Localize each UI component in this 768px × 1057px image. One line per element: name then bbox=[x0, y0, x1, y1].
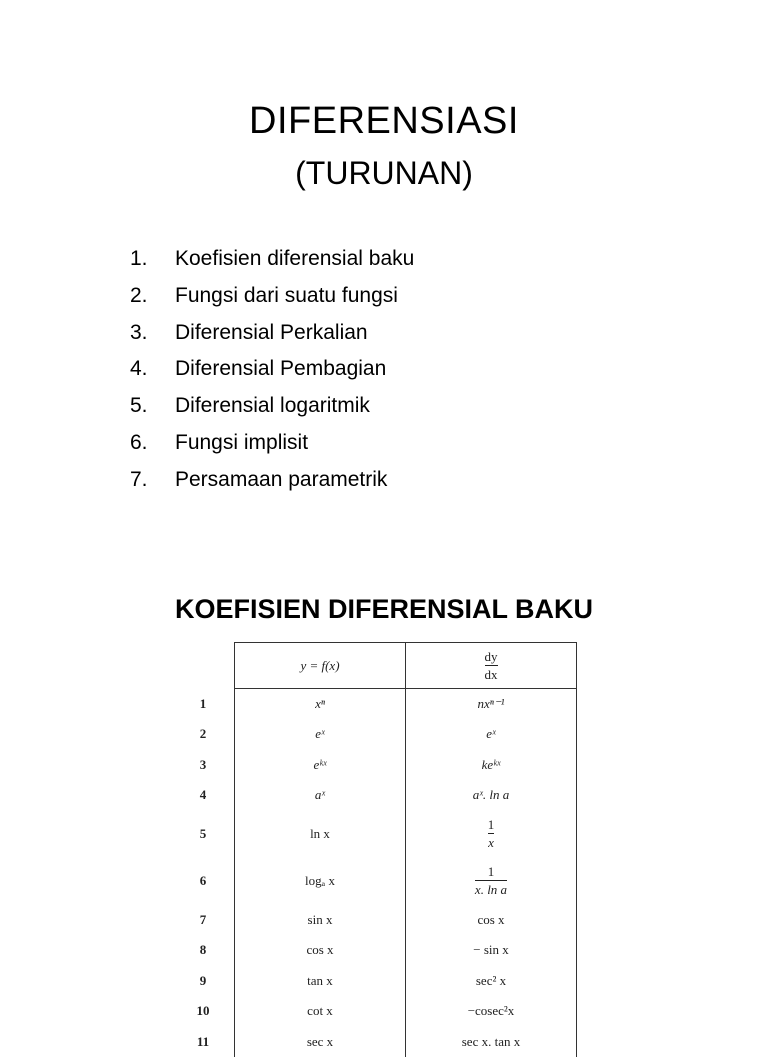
list-item-label: Diferensial logaritmik bbox=[175, 391, 370, 428]
list-item-number: 6. bbox=[130, 428, 175, 465]
row-index: 3 bbox=[172, 750, 235, 781]
row-index: 5 bbox=[172, 811, 235, 858]
list-item bbox=[130, 318, 414, 355]
table-row bbox=[172, 905, 577, 936]
list-item bbox=[130, 354, 414, 391]
function-cell: sin x bbox=[235, 905, 406, 936]
topic-list bbox=[130, 244, 414, 502]
list-item-label: Koefisien diferensial baku bbox=[175, 244, 414, 281]
function-cell: cos x bbox=[235, 935, 406, 966]
function-cell: sec x bbox=[235, 1027, 406, 1057]
list-item-label: Diferensial Perkalian bbox=[175, 318, 368, 355]
function-cell: cot x bbox=[235, 996, 406, 1027]
derivative-cell: eˣ bbox=[406, 719, 577, 750]
table-row bbox=[172, 780, 577, 811]
table-row bbox=[172, 996, 577, 1027]
derivative-table-wrapper bbox=[172, 642, 577, 1057]
dy-dx-fraction bbox=[485, 649, 498, 683]
row-index: 1 bbox=[172, 689, 235, 720]
derivative-cell: − sin x bbox=[406, 935, 577, 966]
list-item bbox=[130, 391, 414, 428]
fraction-numerator: dy bbox=[485, 649, 498, 665]
table-row bbox=[172, 966, 577, 997]
table-row bbox=[172, 719, 577, 750]
section-title-text: KOEFISIEN DIFERENSIAL BAKU bbox=[175, 594, 593, 624]
fraction-denominator: dx bbox=[485, 665, 498, 683]
list-item-label: Fungsi implisit bbox=[175, 428, 308, 465]
list-item-number: 1. bbox=[130, 244, 175, 281]
function-cell: logₐ x bbox=[235, 858, 406, 905]
list-item-number: 2. bbox=[130, 281, 175, 318]
header-derivative bbox=[406, 643, 577, 689]
list-item bbox=[130, 244, 414, 281]
function-cell: eˣ bbox=[235, 719, 406, 750]
derivative-fraction bbox=[488, 817, 495, 851]
row-index: 9 bbox=[172, 966, 235, 997]
derivative-cell: sec x. tan x bbox=[406, 1027, 577, 1057]
page-subtitle: (TURUNAN) bbox=[0, 155, 768, 192]
table-row bbox=[172, 1027, 577, 1057]
derivative-cell: nxⁿ⁻¹ bbox=[406, 689, 577, 720]
list-item-label: Fungsi dari suatu fungsi bbox=[175, 281, 398, 318]
function-cell: aˣ bbox=[235, 780, 406, 811]
section-title bbox=[0, 594, 768, 625]
fraction-numerator: 1 bbox=[488, 817, 495, 833]
list-item-label: Persamaan parametrik bbox=[175, 465, 387, 502]
table-row bbox=[172, 935, 577, 966]
list-item-label: Diferensial Pembagian bbox=[175, 354, 386, 391]
fraction-denominator: x bbox=[488, 833, 494, 851]
row-index: 2 bbox=[172, 719, 235, 750]
table-row bbox=[172, 689, 577, 720]
fraction-numerator: 1 bbox=[488, 864, 495, 880]
derivative-cell: aˣ. ln a bbox=[406, 780, 577, 811]
derivative-cell: sec² x bbox=[406, 966, 577, 997]
header-function: y = f(x) bbox=[235, 643, 406, 689]
function-cell: tan x bbox=[235, 966, 406, 997]
derivative-table bbox=[172, 642, 577, 1057]
derivative-fraction bbox=[475, 864, 507, 898]
table-row bbox=[172, 811, 577, 858]
row-index: 8 bbox=[172, 935, 235, 966]
function-cell: ln x bbox=[235, 811, 406, 858]
row-index: 7 bbox=[172, 905, 235, 936]
header-index-cell bbox=[172, 643, 235, 689]
function-cell: xⁿ bbox=[235, 689, 406, 720]
row-index: 10 bbox=[172, 996, 235, 1027]
function-cell: eᵏˣ bbox=[235, 750, 406, 781]
derivative-cell bbox=[406, 858, 577, 905]
table-row bbox=[172, 858, 577, 905]
row-index: 11 bbox=[172, 1027, 235, 1057]
list-item-number: 7. bbox=[130, 465, 175, 502]
table-header-row bbox=[172, 643, 577, 689]
row-index: 4 bbox=[172, 780, 235, 811]
list-item-number: 5. bbox=[130, 391, 175, 428]
derivative-cell bbox=[406, 811, 577, 858]
list-item bbox=[130, 281, 414, 318]
list-item bbox=[130, 428, 414, 465]
page-title: DIFERENSIASI bbox=[0, 100, 768, 143]
list-item bbox=[130, 465, 414, 502]
row-index: 6 bbox=[172, 858, 235, 905]
derivative-cell: cos x bbox=[406, 905, 577, 936]
list-item-number: 4. bbox=[130, 354, 175, 391]
list-item-number: 3. bbox=[130, 318, 175, 355]
derivative-cell: −cosec²x bbox=[406, 996, 577, 1027]
derivative-cell: keᵏˣ bbox=[406, 750, 577, 781]
fraction-denominator: x. ln a bbox=[475, 880, 507, 898]
table-row bbox=[172, 750, 577, 781]
